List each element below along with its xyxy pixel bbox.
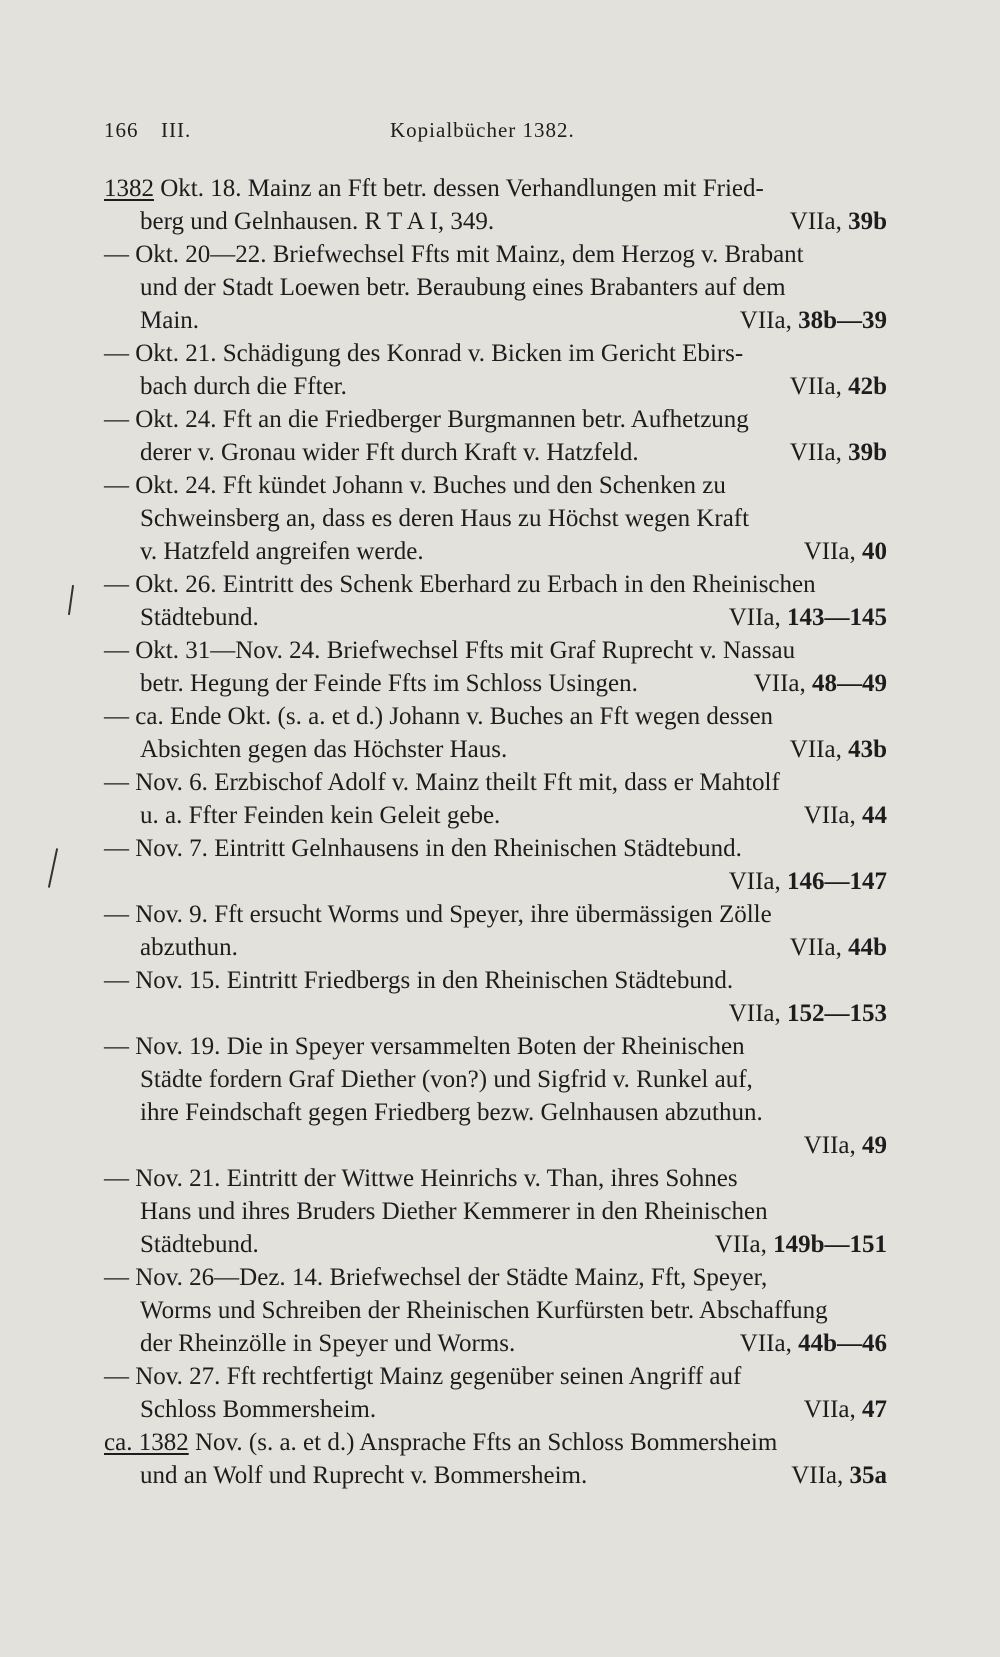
entry-line [104, 205, 887, 238]
reference-number: 35a [849, 1462, 887, 1489]
entry-text: Schloss Bommersheim. [140, 1396, 377, 1423]
entry-reference [790, 931, 887, 964]
entry-line [104, 898, 887, 931]
entry-year: — [104, 835, 129, 862]
entry-date: Nov. 7. [135, 835, 208, 862]
list-item [104, 337, 887, 403]
list-item [104, 964, 887, 1030]
entry-date: Nov. 27. [135, 1363, 221, 1390]
entry-line [104, 436, 887, 469]
entry-reference [790, 205, 887, 238]
entry-year: — [104, 472, 129, 499]
entry-reference [804, 799, 887, 832]
entry-text: Schweinsberg an, dass es deren Haus zu Höchst wegen Kraft [140, 505, 750, 532]
entry-line [104, 733, 887, 766]
entry-text: Worms und Schreiben der Rheinischen Kurfürsten betr. Abschaffung [140, 1297, 828, 1324]
running-title: Kopialbücher 1382. [390, 118, 575, 142]
entry-year: — [104, 406, 129, 433]
entry-date: Okt. 26. [135, 571, 217, 598]
entry-text: und an Wolf und Ruprecht v. Bommersheim. [140, 1462, 588, 1489]
reference-prefix: VIIa, [789, 373, 842, 400]
reference-number: 49 [862, 1132, 887, 1159]
entry-text: Mainz an Fft betr. dessen Verhandlungen mit Fried- [247, 175, 764, 202]
reference-number: 44 [862, 802, 887, 829]
entry-text: Ansprache Ffts an Schloss Bommersheim [359, 1429, 778, 1456]
entry-reference [790, 733, 887, 766]
reference-prefix: VIIa, [739, 307, 792, 334]
entry-line [104, 1294, 887, 1327]
entry-date: Okt. 24. [135, 406, 217, 433]
reference-number: 43b [848, 736, 887, 763]
entry-text: Schädigung des Konrad v. Bicken im Gericht Ebirs- [222, 340, 744, 367]
entry-line [104, 799, 887, 832]
entry-line [104, 1459, 887, 1492]
entry-reference [740, 304, 887, 337]
reference-prefix: VIIa, [803, 538, 856, 565]
reference-prefix: VIIa, [789, 439, 842, 466]
entry-text: Fft ersucht Worms und Speyer, ihre übermässigen Zölle [214, 901, 772, 928]
entry-text: Erzbischof Adolf v. Mainz theilt Fft mit, dass er Mahtolf [214, 769, 780, 796]
entry-text: v. Hatzfeld angreifen werde. [140, 538, 424, 565]
entry-date: Okt. 31—Nov. 24. [135, 637, 321, 664]
reference-number: 48—49 [812, 670, 887, 697]
entry-text: der Rheinzölle in Speyer und Worms. [140, 1330, 516, 1357]
entry-reference [104, 865, 887, 898]
reference-number: 40 [862, 538, 887, 565]
entry-reference [740, 1327, 887, 1360]
entry-date: Okt. 18. [160, 175, 242, 202]
entry-line [104, 931, 887, 964]
margin-mark [48, 848, 58, 888]
reference-prefix: VIIa, [714, 1231, 767, 1258]
entry-line [104, 766, 887, 799]
list-item [104, 1261, 887, 1360]
entry-year: — [104, 241, 129, 268]
entry-year: — [104, 901, 129, 928]
reference-prefix: VIIa, [789, 736, 842, 763]
entry-date: Nov. (s. a. et d.) [194, 1429, 355, 1456]
reference-prefix: VIIa, [753, 670, 806, 697]
entry-text: Städte fordern Graf Diether (von?) und Sigfrid v. Runkel auf, [140, 1066, 753, 1093]
entry-line [104, 1393, 887, 1426]
entry-text: Die in Speyer versammelten Boten der Rheinischen [226, 1033, 745, 1060]
list-item [104, 403, 887, 469]
entry-reference [104, 1129, 887, 1162]
entry-line [104, 964, 887, 997]
list-item [104, 898, 887, 964]
entry-year: — [104, 340, 129, 367]
entry-text: Hans und ihres Bruders Diether Kemmerer in den Rheinischen [140, 1198, 768, 1225]
entry-reference [790, 436, 887, 469]
list-item [104, 469, 887, 568]
entry-year: 1382 [104, 175, 154, 202]
entry-text: Briefwechsel der Städte Mainz, Fft, Speyer, [329, 1264, 768, 1291]
entry-year: — [104, 967, 129, 994]
page-number: 166 [104, 118, 139, 142]
entry-year: — [104, 571, 129, 598]
entry-line [104, 469, 887, 502]
entry-text: abzuthun. [140, 934, 238, 961]
entry-text: derer v. Gronau wider Fft durch Kraft v. Hatzfeld. [140, 439, 639, 466]
entry-text: u. a. Ffter Feinden kein Geleit gebe. [140, 802, 501, 829]
entry-text: Städtebund. [140, 1231, 259, 1258]
entry-line [104, 337, 887, 370]
entry-year: — [104, 1165, 129, 1192]
margin-mark [68, 585, 74, 615]
entry-year: ca. 1382 [104, 1429, 189, 1456]
list-item [104, 1426, 887, 1492]
reference-number: 152—153 [787, 1000, 887, 1027]
reference-prefix: VIIa, [728, 868, 781, 895]
entry-year: — [104, 1033, 129, 1060]
reference-number: 38b—39 [798, 307, 887, 334]
entry-year: — [104, 1363, 129, 1390]
entry-line [104, 832, 887, 865]
entry-text: berg und Gelnhausen. R T A I, 349. [140, 208, 495, 235]
entry-reference [754, 667, 887, 700]
list-item [104, 238, 887, 337]
entry-date: Nov. 19. [135, 1033, 221, 1060]
entry-date: Nov. 26—Dez. 14. [135, 1264, 324, 1291]
entry-reference [790, 370, 887, 403]
reference-prefix: VIIa, [789, 934, 842, 961]
entry-text: Fft rechtfertigt Mainz gegenüber seinen Angriff auf [226, 1363, 742, 1390]
entry-line [104, 700, 887, 733]
entry-year: — [104, 1264, 129, 1291]
reference-prefix: VIIa, [791, 1462, 844, 1489]
entry-line [104, 1261, 887, 1294]
entry-line [104, 568, 887, 601]
entry-line [104, 1096, 887, 1129]
entry-text: Eintritt des Schenk Eberhard zu Erbach in den Rheinischen [222, 571, 816, 598]
entry-year: — [104, 703, 129, 730]
reference-number: 42b [848, 373, 887, 400]
entry-year: — [104, 769, 129, 796]
entry-line [104, 1162, 887, 1195]
reference-number: 39b [848, 439, 887, 466]
reference-number: 39b [848, 208, 887, 235]
list-item [104, 766, 887, 832]
entry-line [104, 1426, 887, 1459]
entry-line [104, 271, 887, 304]
entry-date: Nov. 6. [135, 769, 208, 796]
entry-text: Städtebund. [140, 604, 259, 631]
entry-text: Johann v. Buches an Fft wegen dessen [389, 703, 774, 730]
reference-prefix: VIIa, [803, 1132, 856, 1159]
entry-line [104, 535, 887, 568]
list-item [104, 1030, 887, 1162]
entry-date: ca. Ende Okt. (s. a. et d.) [135, 703, 384, 730]
list-item [104, 172, 887, 238]
entry-reference [804, 1393, 887, 1426]
entry-text: Eintritt Friedbergs in den Rheinischen Städtebund. [226, 967, 734, 994]
entry-text: Briefwechsel Ffts mit Mainz, dem Herzog v. Brabant [272, 241, 804, 268]
entry-line [104, 1360, 887, 1393]
list-item [104, 1360, 887, 1426]
entry-line [104, 238, 887, 271]
entry-date: Okt. 21. [135, 340, 217, 367]
entry-line [104, 1030, 887, 1063]
entry-text: betr. Hegung der Feinde Ffts im Schloss Usingen. [140, 670, 638, 697]
reference-number: 143—145 [787, 604, 887, 631]
entry-text: Eintritt der Wittwe Heinrichs v. Than, ihres Sohnes [226, 1165, 738, 1192]
entry-date: Nov. 15. [135, 967, 221, 994]
entry-text: Fft kündet Johann v. Buches und den Schenken zu [222, 472, 726, 499]
reference-prefix: VIIa, [803, 1396, 856, 1423]
entry-date: Okt. 20—22. [135, 241, 267, 268]
entry-reference [104, 997, 887, 1030]
entry-text: Fft an die Friedberger Burgmannen betr. Aufhetzung [222, 406, 749, 433]
list-item [104, 634, 887, 700]
reference-prefix: VIIa, [728, 1000, 781, 1027]
entry-line [104, 502, 887, 535]
entry-text: ihre Feindschaft gegen Friedberg bezw. Gelnhausen abzuthun. [140, 1099, 763, 1126]
list-item [104, 568, 887, 634]
reference-prefix: VIIa, [789, 208, 842, 235]
reference-prefix: VIIa, [728, 604, 781, 631]
list-item [104, 700, 887, 766]
entry-text: und der Stadt Loewen betr. Beraubung eines Brabanters auf dem [140, 274, 786, 301]
entry-text: bach durch die Ffter. [140, 373, 347, 400]
reference-number: 149b—151 [773, 1231, 887, 1258]
entry-list [104, 172, 887, 1492]
list-item [104, 832, 887, 898]
entry-text: Main. [140, 307, 200, 334]
reference-prefix: VIIa, [739, 1330, 792, 1357]
reference-number: 47 [862, 1396, 887, 1423]
entry-line [104, 370, 887, 403]
entry-reference [791, 1459, 887, 1492]
entry-line [104, 1195, 887, 1228]
entry-line [104, 1063, 887, 1096]
entry-date: Nov. 9. [135, 901, 208, 928]
entry-text: Absichten gegen das Höchster Haus. [140, 736, 508, 763]
reference-number: 44b [848, 934, 887, 961]
entry-line [104, 403, 887, 436]
entry-date: Nov. 21. [135, 1165, 221, 1192]
entry-text: Briefwechsel Ffts mit Graf Ruprecht v. Nassau [326, 637, 796, 664]
entry-text: Eintritt Gelnhausens in den Rheinischen Städtebund. [214, 835, 742, 862]
entry-reference [804, 535, 887, 568]
reference-number: 146—147 [787, 868, 887, 895]
list-item [104, 1162, 887, 1261]
entry-date: Okt. 24. [135, 472, 217, 499]
entry-line [104, 172, 887, 205]
entry-reference [715, 1228, 887, 1261]
entry-year: — [104, 637, 129, 664]
entry-line [104, 634, 887, 667]
entry-reference [729, 601, 887, 634]
section-number: III. [161, 118, 192, 142]
reference-number: 44b—46 [798, 1330, 887, 1357]
reference-prefix: VIIa, [803, 802, 856, 829]
